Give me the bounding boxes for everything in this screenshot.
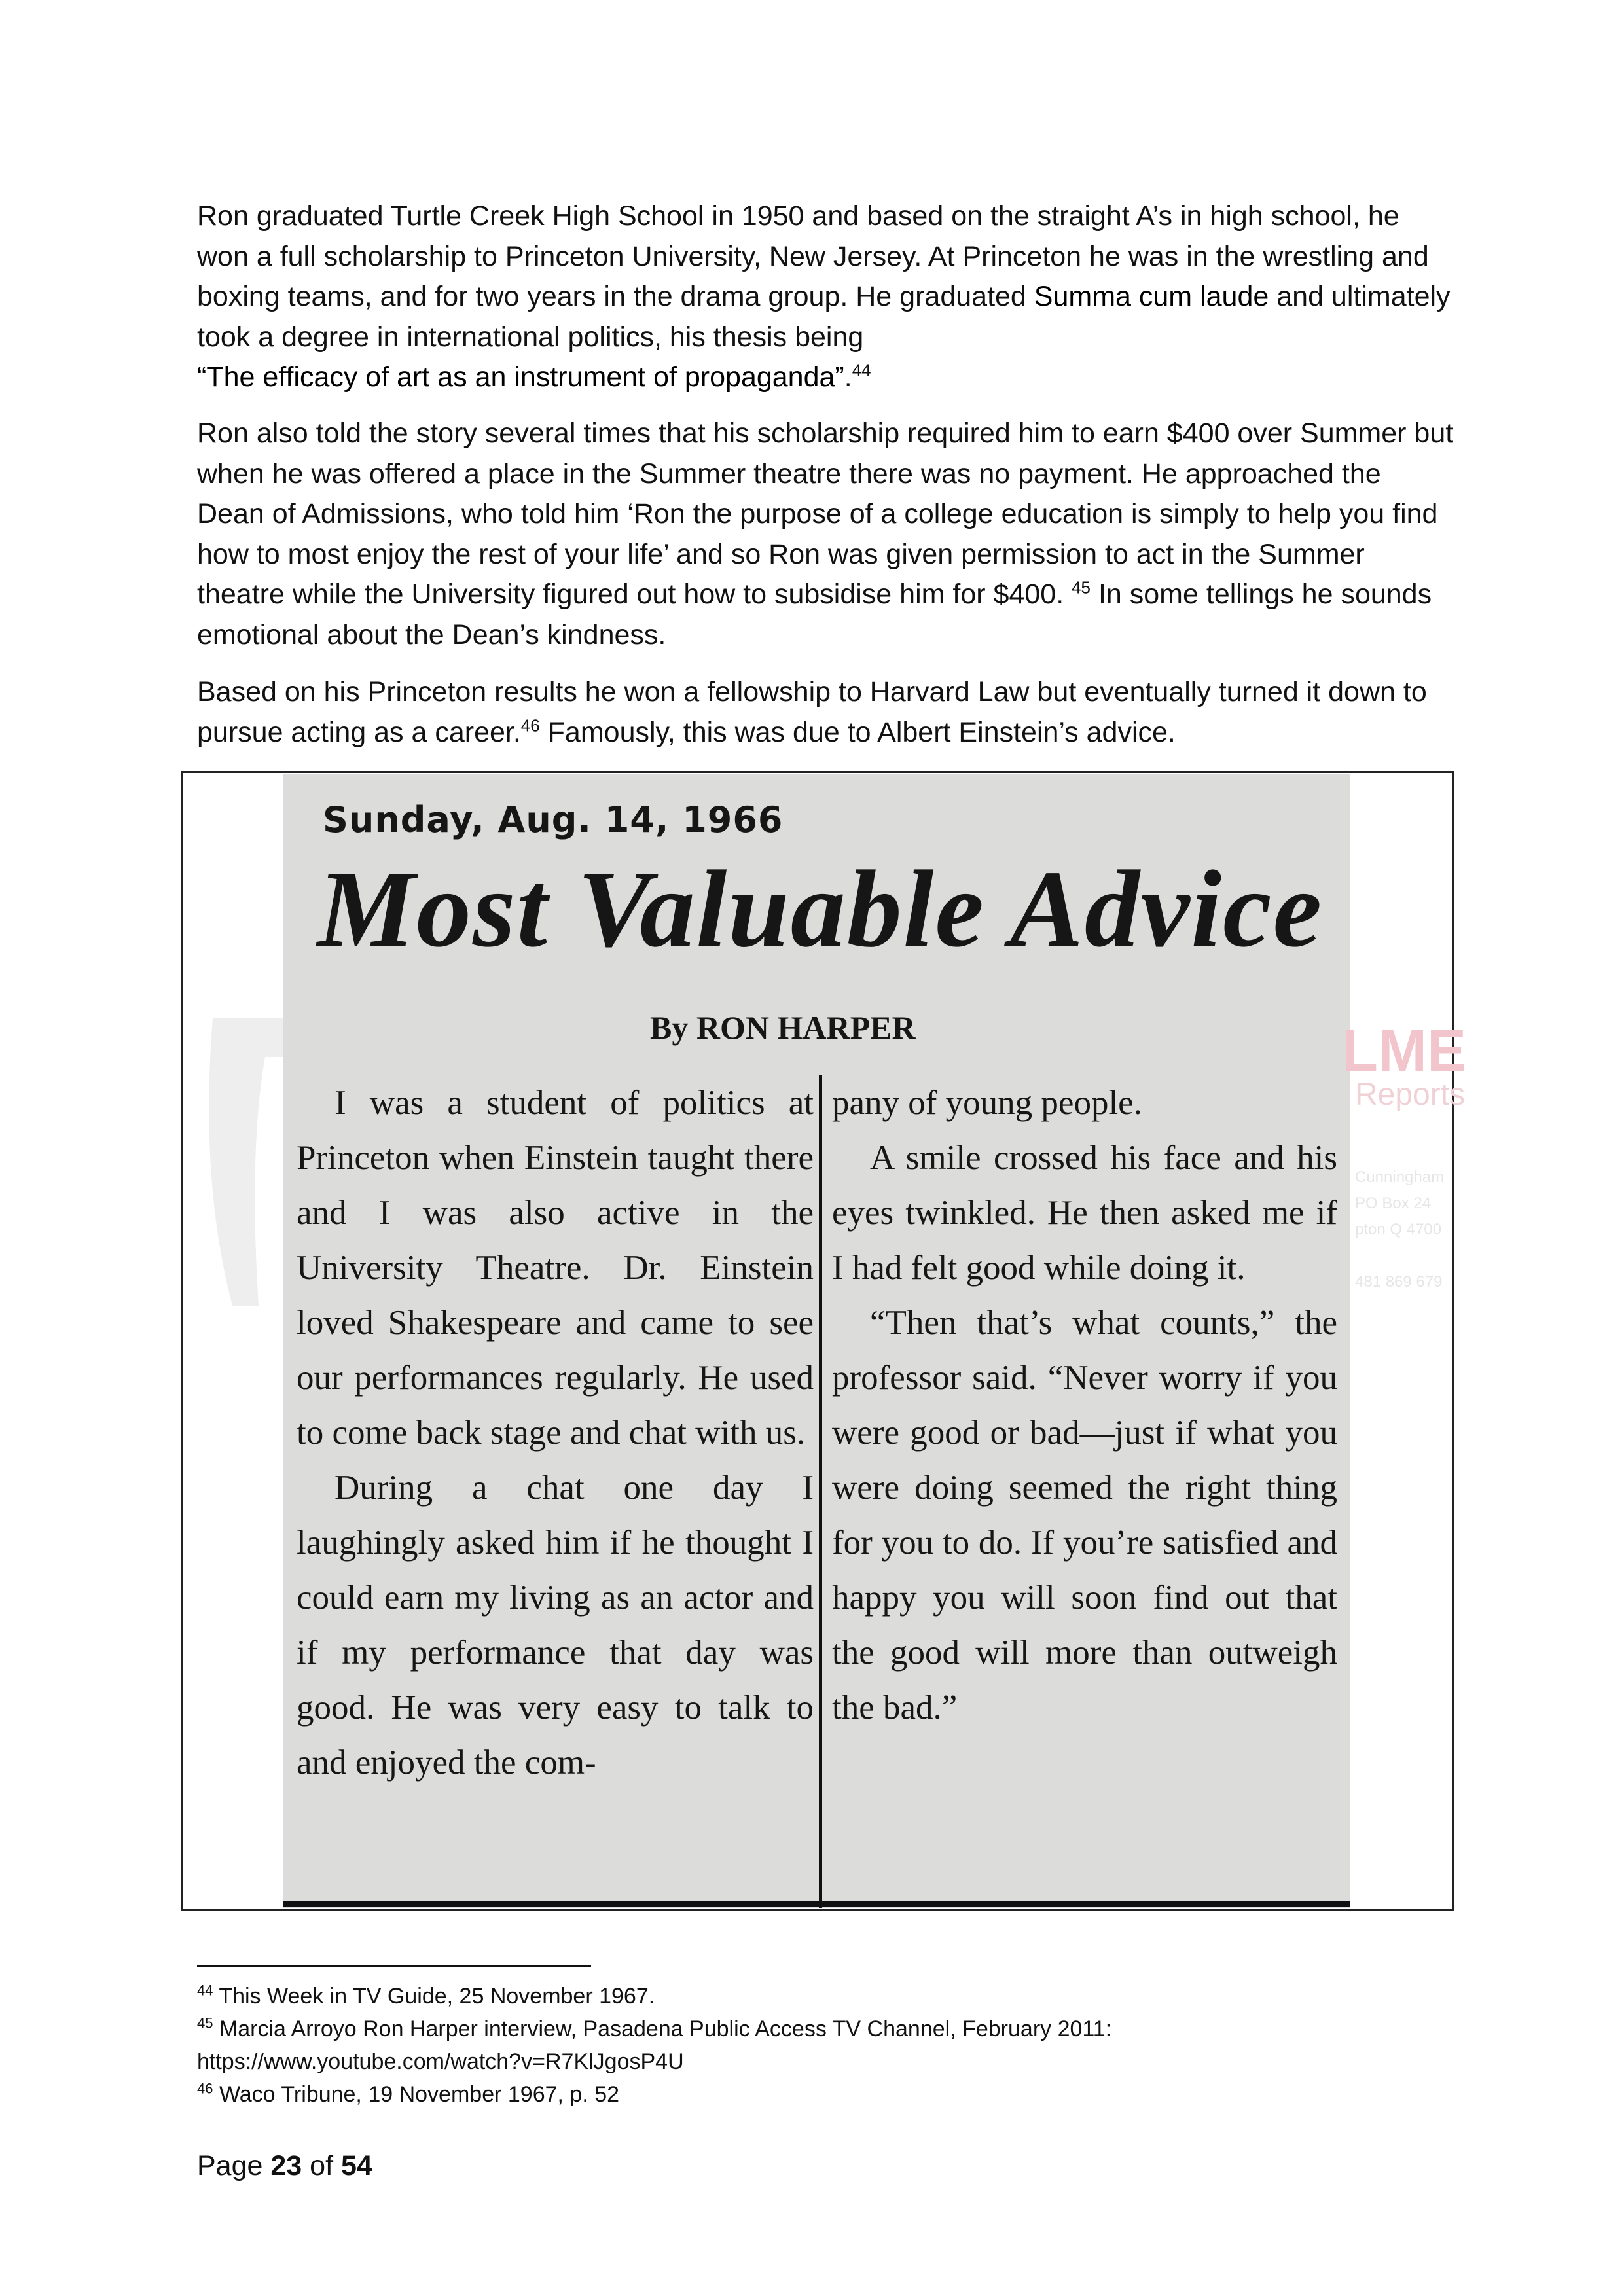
text-run: Famously, this was due to Albert Einstein’s advice. [539, 716, 1176, 748]
paragraph-scholarship [197, 414, 1454, 655]
clipping-paragraph: “Then that’s what counts,” the professor said. “Never worry if you were good or bad—just if what you were doing seemed the right thing for you to do. If you’re satisfied and happy you will soon find out that the good will more than outweigh the bad.” [832, 1304, 1337, 1727]
thesis-title: “The efficacy of art as an instrument of propaganda” [197, 361, 844, 393]
watermark-line: PO Box 24 [1355, 1194, 1432, 1212]
text-run: and ultimately took a degree in international politics, his thesis being [197, 281, 1451, 353]
footnote-46 [197, 2078, 619, 2111]
page-prefix: Page [197, 2150, 271, 2181]
watermark-brand: LME [1342, 1018, 1466, 1084]
paragraph-harvard [197, 672, 1454, 753]
footnote-separator [197, 1965, 591, 1967]
footnote-45 [197, 2013, 1441, 2078]
clipping-paragraph: I was a student of politics at Princeton when Einstein taught there and I was also active in the University Theatre. Dr. Einstein loved Shakespeare and came to see our performances regularly. He used to come back stage and chat with us. [297, 1084, 814, 1452]
footnote-number: 45 [197, 2015, 213, 2032]
column-divider [819, 1075, 822, 1908]
text-run: Based on his Princeton results he won a fellowship to Harvard Law but eventually turned it down to pursue acting as a career. [197, 676, 1427, 748]
clipping-date: Sunday, Aug. 14, 1966 [323, 799, 784, 840]
clipping-paragraph: During a chat one day I laughingly asked him if he thought I could earn my living as an actor and if my performance that day was good. He was very easy to talk to and enjoyed the com- [297, 1469, 814, 1782]
honor-text: Summa cum laude [1034, 281, 1269, 312]
page-current: 23 [270, 2150, 302, 2181]
paragraph-princeton [197, 196, 1454, 398]
watermark-line: pton Q 4700 [1355, 1221, 1442, 1238]
clipping-paragraph: A smile crossed his face and his eyes twinkled. He then asked me if I had felt good while doing it. [832, 1139, 1337, 1287]
footnote-ref-45: 45 [1072, 577, 1091, 598]
footnote-ref-46: 46 [520, 715, 540, 736]
watermark-quote-icon [187, 1018, 295, 1306]
page-sep: of [302, 2150, 341, 2181]
clipping-column-right [832, 1075, 1337, 1735]
footnote-ref-44: 44 [852, 360, 871, 380]
watermark-line: 481 869 679 [1355, 1273, 1443, 1291]
text-run: Ron graduated Turtle Creek High School in 1950 and based on the straight A’s in high school, he won a full scholarship to Princeton University, New Jersey. At Princeton he was in the wrestling and boxing teams, and for two years in the drama group. He graduated [197, 200, 1429, 312]
footnote-number: 44 [197, 1982, 213, 1999]
clipping-bottom-rule [283, 1901, 1350, 1907]
footnote-number: 46 [197, 2080, 213, 2097]
page-number [197, 2150, 372, 2182]
footnote-44 [197, 1980, 655, 2013]
page-total: 54 [340, 2150, 372, 2181]
newspaper-clipping [283, 774, 1350, 1908]
clipping-byline: By RON HARPER [650, 1009, 916, 1046]
text-run: In some tellings he sounds emotional about the Dean’s kindness. [197, 579, 1432, 651]
clipping-headline: Most Valuable Advice [317, 848, 1324, 970]
clipping-paragraph: pany of young people. [832, 1084, 1142, 1122]
footnote-text: Waco Tribune, 19 November 1967, p. 52 [219, 2082, 620, 2107]
watermark [1342, 1018, 1466, 1299]
watermark-line: Cunningham [1355, 1168, 1445, 1186]
footnote-text: This Week in TV Guide, 25 November 1967. [219, 1984, 655, 2009]
footnote-text: Marcia Arroyo Ron Harper interview, Pasadena Public Access TV Channel, February 2011: https://www.youtube.com/watch?v=R7KlJgosP4U [197, 2017, 1112, 2074]
watermark-reports: Reports [1355, 1077, 1466, 1112]
clipping-column-left [297, 1075, 814, 1790]
text-run: Ron also told the story several times that his scholarship required him to earn $400 over Summer but when he was offered a place in the Summer theatre there was no payment. He approached the Dean of Admissions, who told him ‘Ron the purpose of a college education is simply to help you find how to most enjoy the rest of your life’ and so Ron was given permission to act in the Summer theatre while the University figured out how to subsidise him for $400. [197, 418, 1454, 610]
text-run: . [844, 361, 852, 393]
